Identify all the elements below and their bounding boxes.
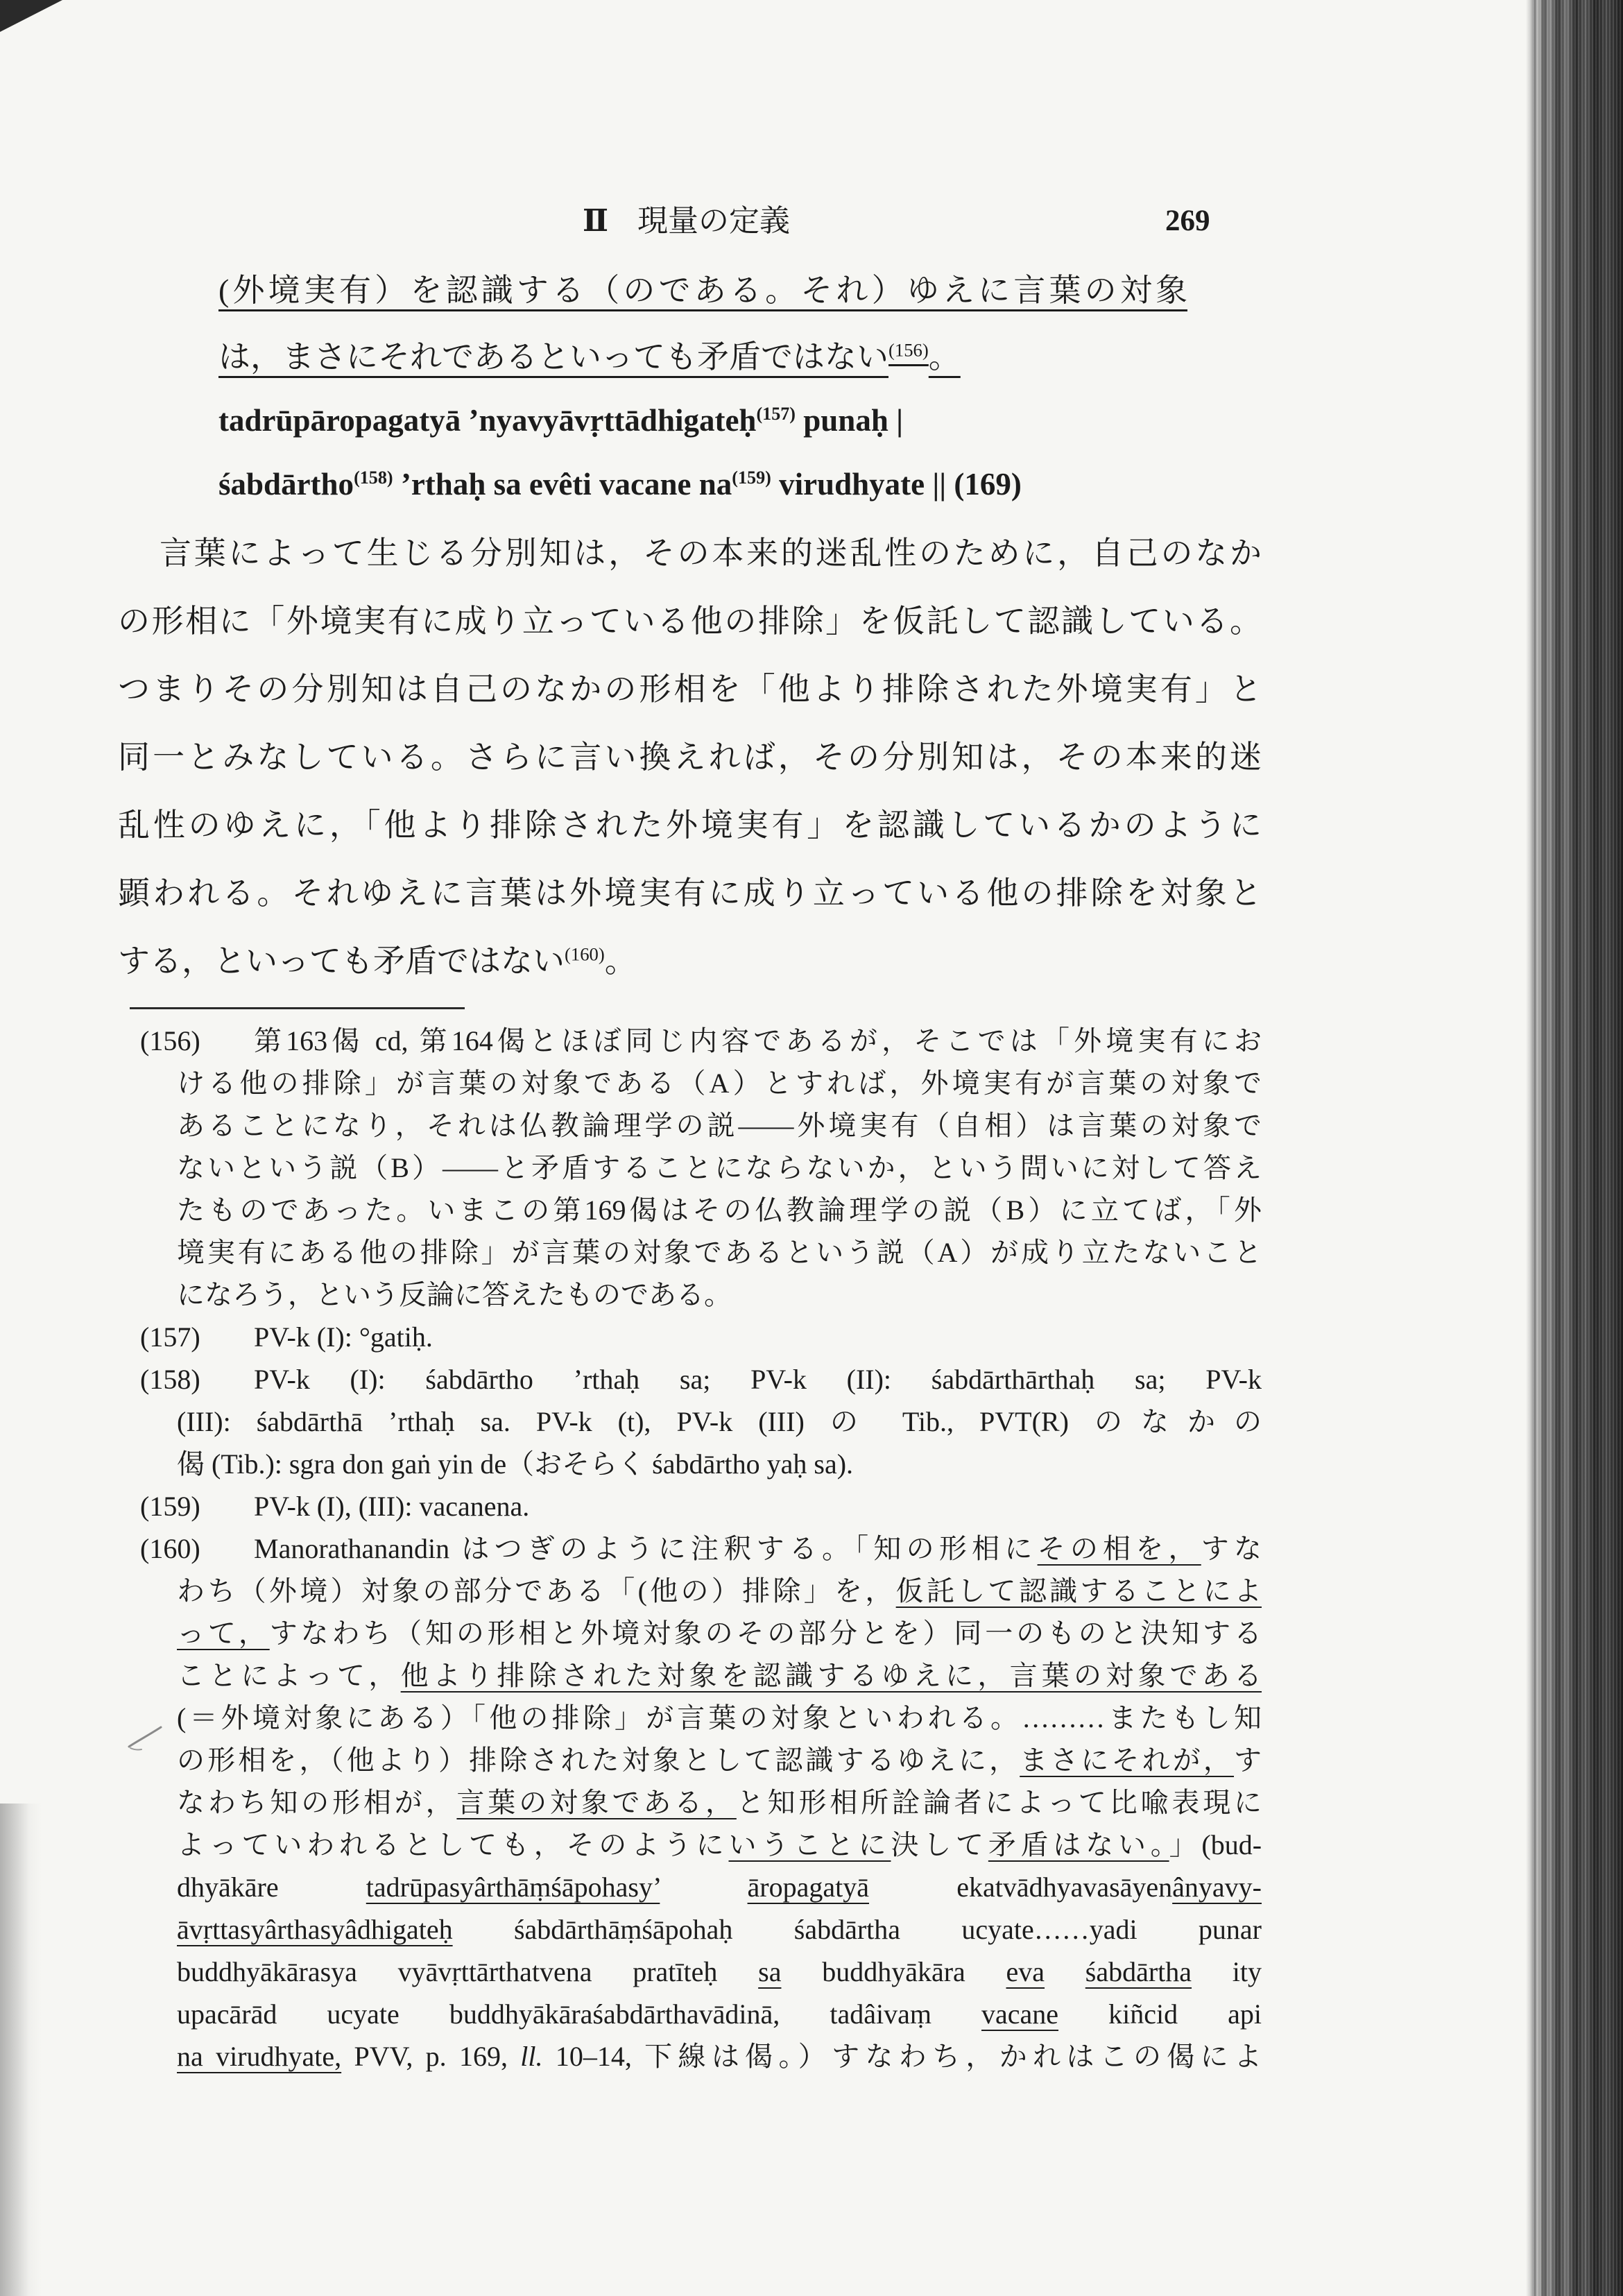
text-segment: あることになり，それは仏教論理学の説――外境実有（自相）は言葉の対象で	[177, 1110, 1262, 1141]
text-segment: ekatvādhyavasāyen	[869, 1871, 1173, 1903]
underlined-text: āvṛttasyârthasyâdhigateḥ	[177, 1914, 453, 1945]
text-segment: 第163偈 cd, 第164偈とほぼ同じ内容であるが，そこでは「外境実有にお	[254, 1025, 1262, 1056]
text-line	[177, 1020, 1262, 1062]
footnote-text	[177, 1020, 1262, 1316]
footnote-number: (157)	[140, 1321, 200, 1353]
text-segment: 決して	[891, 1829, 988, 1860]
section-number: Ⅱ	[583, 203, 609, 239]
text-segment: ないという説（B）――と矛盾することにならないか，という問いに対して答え	[177, 1152, 1262, 1183]
text-segment: buddhyākāra	[781, 1956, 1006, 1987]
footnote-159	[140, 1485, 1262, 1527]
text-segment	[660, 1871, 747, 1903]
text-segment: tadrūpāropagatyā ’nyavyāvṛttādhigateḥ	[218, 403, 757, 438]
text-line	[177, 1866, 1262, 1908]
text-segment: virudhyate || (169)	[771, 467, 1022, 502]
text-segment: buddhyākārasya vyāvṛttārthatvena pratīteḥ	[177, 1956, 759, 1987]
text-line	[118, 723, 1262, 791]
text-segment: 10–14, 下線は偈。）すなわち，かれはこの偈によ	[542, 2041, 1262, 2072]
sanskrit-verse	[218, 388, 1328, 516]
text-line	[118, 859, 1262, 927]
text-line	[118, 588, 1262, 656]
text-segment: の形相に「外境実有に成り立っている他の排除」を仮託して認識している。	[118, 603, 1262, 639]
text-segment: の形相を，（他より）排除された対象として認識するゆえに，	[177, 1745, 1020, 1776]
footnote-text	[177, 1527, 1262, 2077]
text-segment: つまりその分別知は自己のなかの形相を「他より排除された外境実有」と	[118, 671, 1262, 707]
text-segment: śabdārtho	[218, 467, 354, 502]
text-line	[118, 791, 1262, 859]
text-segment: 境実有にある他の排除」が言葉の対象であるという説（A）が成り立たないこと	[177, 1237, 1262, 1268]
text-segment: すな	[1201, 1533, 1262, 1564]
scan-edge-shadow	[0, 1804, 42, 2296]
footnote-reference: (158)	[354, 467, 393, 488]
footnotes	[140, 1020, 1262, 2077]
text-line	[218, 324, 1187, 391]
text-line	[177, 1739, 1262, 1781]
footnote-number: (158)	[140, 1364, 200, 1395]
footnote-reference: (160)	[565, 943, 605, 965]
footnote-number: (160)	[140, 1533, 200, 1564]
text-segment: たものであった。いまこの第169偈はその仏教論理学の説（B）に立てば，「外	[177, 1194, 1262, 1226]
text-segment: 偈 (Tib.): sgra don gaṅ yin de（おそらく śabdārtho yaḥ sa).	[177, 1448, 854, 1480]
text-segment: になろう，という反論に答えたものである。	[177, 1279, 732, 1310]
text-segment: すなわち（知の形相と外境対象のその部分とを）同一のものと決知する	[269, 1618, 1262, 1649]
text-line	[177, 1951, 1262, 1993]
corner-mark	[0, 0, 62, 35]
text-segment: ける他の排除」が言葉の対象である（A）とすれば，外境実有が言葉の対象で	[177, 1068, 1262, 1099]
underlined-text: って，	[177, 1618, 270, 1649]
text-line	[177, 1908, 1262, 1951]
text-segment: 顕われる。それゆえに言葉は外境実有に成り立っている他の排除を対象と	[118, 875, 1262, 911]
underlined-text: いうことに	[728, 1829, 891, 1860]
text-line	[118, 927, 1262, 995]
footnote-157	[140, 1316, 1262, 1358]
page-number: 269	[1165, 205, 1210, 237]
text-line	[218, 257, 1187, 324]
text-segment: dhyākāre	[177, 1871, 366, 1903]
binding-stripes	[1533, 0, 1623, 2296]
text-line	[177, 1443, 1262, 1485]
footnote-text	[177, 1316, 1262, 1358]
text-line	[177, 1358, 1262, 1400]
text-segment: 。	[604, 943, 637, 979]
underlined-text: eva	[1006, 1956, 1045, 1987]
text-segment: ’rthaḥ sa evêti vacane na	[393, 467, 732, 502]
underlined-text: 仮託して認識することによ	[895, 1575, 1262, 1607]
text-line	[177, 1485, 1262, 1527]
underlined-text: 言葉の対象である，	[456, 1787, 737, 1818]
underlined-text: tadrūpasyârthāṃśāpohasy’	[366, 1871, 660, 1903]
text-segment: ity	[1192, 1956, 1262, 1987]
text-segment: する，といっても矛盾ではない	[118, 943, 565, 979]
text-segment: ことによって，	[177, 1660, 401, 1691]
footnote-rule	[130, 1007, 465, 1009]
text-line	[218, 388, 1328, 452]
underlined-text: sa	[758, 1956, 782, 1987]
underlined-text: śabdārtha	[1085, 1956, 1192, 1987]
footnote-156	[140, 1020, 1262, 1316]
underlined-text: (外境実有）を認識する（のである。それ）ゆえに言葉の対象	[218, 273, 1187, 308]
text-line	[177, 1570, 1262, 1612]
underlined-text: ânyavy-	[1172, 1871, 1262, 1903]
footnote-reference: (159)	[732, 467, 771, 488]
footnote-158	[140, 1358, 1262, 1485]
section-title: 現量の定義	[637, 203, 790, 239]
text-line	[218, 452, 1328, 516]
text-line	[177, 1527, 1262, 1570]
text-line	[177, 1697, 1262, 1739]
text-segment: upacārād ucyate buddhyākāraśabdārthavādinā, tadâivaṃ	[177, 1998, 982, 2030]
text-segment: punaḥ |	[796, 403, 904, 438]
footnote-text	[177, 1485, 1262, 1527]
verse-translation	[218, 257, 1187, 391]
text-line	[177, 1104, 1262, 1147]
text-segment: (III): śabdārthā ’rthaḥ sa. PV-k (t), PV-k (III) の Tib., PVT(R) のなかの	[177, 1406, 1262, 1437]
text-segment: PV-k (I), (III): vacanena.	[254, 1491, 530, 1522]
underlined-text: 。	[928, 339, 961, 375]
underlined-text: 他より排除された対象を認識するゆえに，言葉の対象である	[400, 1660, 1262, 1691]
text-segment: (＝外境対象にある）「他の排除」が言葉の対象といわれる。………またもし知	[177, 1702, 1262, 1733]
text-segment	[1045, 1956, 1085, 1987]
text-segment: kiñcid api	[1058, 1998, 1262, 2030]
text-segment: śabdārthāṃśāpohaḥ śabdārtha ucyate……yadi punar	[452, 1914, 1262, 1945]
text-line	[177, 1824, 1262, 1866]
text-segment: PV-k (I): °gatiḥ.	[254, 1321, 433, 1353]
text-segment: 」(bud-	[1169, 1829, 1262, 1860]
text-line	[118, 520, 1262, 588]
text-line	[177, 1231, 1262, 1274]
text-line	[177, 1062, 1262, 1104]
text-line	[177, 1189, 1262, 1231]
underlined-text: 矛盾はない。	[988, 1829, 1169, 1860]
text-segment: なわち知の形相が，	[177, 1787, 457, 1818]
text-segment: Manorathanandin はつぎのように注釈する。「知の形相に	[254, 1533, 1038, 1564]
italic-text: ll.	[520, 2041, 543, 2072]
text-segment: 言葉によって生じる分別知は，その本来的迷乱性のために，自己のなか	[160, 536, 1262, 571]
body-paragraph	[118, 520, 1262, 995]
footnote-number: (156)	[140, 1025, 200, 1056]
text-line	[177, 1612, 1262, 1654]
footnote-reference: (156)	[888, 339, 929, 361]
text-line	[177, 2035, 1262, 2077]
text-line	[118, 656, 1262, 723]
text-line	[177, 1400, 1262, 1443]
footnote-reference: (157)	[756, 403, 796, 424]
underlined-text: vacane	[981, 1998, 1059, 2030]
footnote-text	[177, 1358, 1262, 1485]
footnote-160	[140, 1527, 1262, 2077]
text-line	[177, 1654, 1262, 1697]
text-segment: す	[1234, 1745, 1262, 1776]
text-segment: 乱性のゆえに，「他より排除された外境実有」を認識しているかのように	[118, 807, 1262, 843]
text-segment: PV-k (I): śabdārtho ’rthaḥ sa; PV-k (II): śabdārthārthaḥ sa; PV-k	[254, 1364, 1262, 1395]
footnote-number: (159)	[140, 1491, 200, 1522]
underlined-text: は，まさにそれであるといっても矛盾ではない	[218, 339, 888, 375]
text-segment: PVV, p. 169,	[341, 2041, 521, 2072]
underlined-text: āropagatyā	[747, 1871, 869, 1903]
text-line	[177, 1147, 1262, 1189]
text-segment: わち（外境）対象の部分である「(他の）排除」を，	[177, 1575, 896, 1607]
text-segment: と知形相所詮論者によって比喩表現に	[736, 1787, 1262, 1818]
text-line	[177, 1274, 1262, 1316]
underlined-text: その相を，	[1037, 1533, 1201, 1564]
text-segment: よっていわれるとしても，そのように	[177, 1829, 729, 1860]
underlined-text: na virudhyate,	[177, 2041, 342, 2072]
pencil-mark	[125, 1720, 166, 1755]
text-segment: 同一とみなしている。さらに言い換えれば，その分別知は，その本来的迷	[118, 739, 1262, 775]
text-line	[177, 1993, 1262, 2035]
underlined-text: まさにそれが，	[1020, 1745, 1235, 1776]
text-line	[177, 1781, 1262, 1824]
text-line	[177, 1316, 1262, 1358]
